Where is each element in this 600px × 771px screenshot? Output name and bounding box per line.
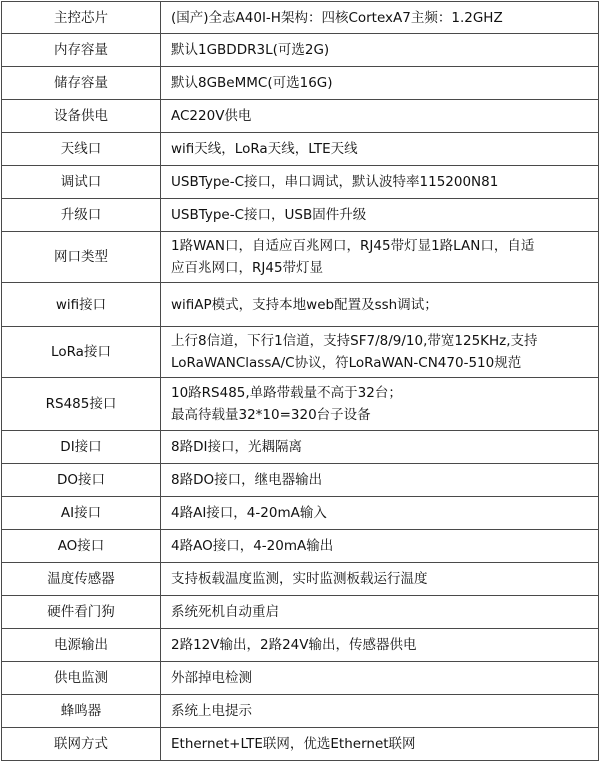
spec-value — [161, 378, 599, 431]
spec-label: 供电监测 — [2, 662, 161, 695]
spec-value-line: 8路DI接口，光耦隔离 — [171, 439, 302, 455]
spec-label: 调试口 — [2, 166, 161, 199]
spec-value-line: 8路DO接口，继电器输出 — [171, 472, 323, 488]
spec-label: AO接口 — [2, 530, 161, 563]
spec-label: LoRa接口 — [2, 327, 161, 378]
spec-label: wifi接口 — [2, 283, 161, 327]
spec-value — [161, 662, 599, 695]
spec-value-line: 2路12V输出，2路24V输出，传感器供电 — [171, 637, 417, 653]
spec-value-line: 最高待载量32*10=320台子设备 — [171, 407, 371, 423]
spec-value-line: 系统上电提示 — [171, 703, 252, 719]
spec-row — [2, 629, 599, 662]
spec-value-line: (国产)全志A40I-H架构：四核CortexA7主频：1.2GHZ — [171, 9, 503, 26]
spec-value-line: 外部掉电检测 — [171, 670, 252, 686]
spec-value-line: LoRaWANClassA/C协议，符LoRaWAN-CN470-510规范 — [171, 355, 522, 371]
spec-row — [2, 67, 599, 100]
spec-value — [161, 166, 599, 199]
spec-row — [2, 100, 599, 133]
spec-label: 网口类型 — [2, 232, 161, 283]
spec-row — [2, 232, 599, 283]
spec-value — [161, 67, 599, 100]
spec-row — [2, 133, 599, 166]
spec-label: 电源输出 — [2, 629, 161, 662]
spec-value-line: AC220V供电 — [171, 108, 252, 124]
spec-value-line: 支持板载温度监测，实时监测板载运行温度 — [171, 571, 428, 587]
spec-label: 内存容量 — [2, 34, 161, 67]
spec-table — [1, 1, 599, 761]
spec-row — [2, 563, 599, 596]
spec-value — [161, 232, 599, 283]
spec-value-line: 4路AI接口，4-20mA输入 — [171, 505, 327, 521]
spec-value — [161, 464, 599, 497]
spec-value-line: wifi天线，LoRa天线，LTE天线 — [171, 141, 358, 157]
spec-row — [2, 596, 599, 629]
spec-label: 联网方式 — [2, 728, 161, 761]
spec-label: 升级口 — [2, 199, 161, 232]
spec-row — [2, 378, 599, 431]
spec-value-line: 系统死机自动重启 — [171, 604, 279, 620]
spec-value — [161, 100, 599, 133]
spec-row — [2, 283, 599, 327]
spec-value — [161, 728, 599, 761]
spec-value — [161, 133, 599, 166]
spec-value — [161, 596, 599, 629]
spec-value — [161, 2, 599, 34]
spec-label: 蜂鸣器 — [2, 695, 161, 728]
spec-value-line: 应百兆网口，RJ45带灯显 — [171, 260, 324, 276]
spec-row — [2, 34, 599, 67]
spec-row — [2, 662, 599, 695]
spec-value — [161, 199, 599, 232]
spec-value-line: 10路RS485,单路带载量不高于32台； — [171, 385, 402, 401]
spec-row — [2, 327, 599, 378]
spec-label: 天线口 — [2, 133, 161, 166]
spec-value — [161, 283, 599, 327]
spec-label: 硬件看门狗 — [2, 596, 161, 629]
spec-value — [161, 695, 599, 728]
spec-row — [2, 728, 599, 761]
spec-value — [161, 327, 599, 378]
spec-row — [2, 695, 599, 728]
spec-value — [161, 497, 599, 530]
spec-label: 设备供电 — [2, 100, 161, 133]
spec-label: 储存容量 — [2, 67, 161, 100]
spec-row — [2, 199, 599, 232]
spec-value — [161, 563, 599, 596]
spec-value-line: 1路WAN口，自适应百兆网口，RJ45带灯显1路LAN口，自适 — [171, 238, 535, 254]
spec-table-body — [2, 2, 599, 761]
spec-value-line: 默认8GBeMMC(可选16G) — [171, 75, 333, 91]
spec-value-line: 默认1GBDDR3L(可选2G) — [171, 42, 330, 58]
spec-value-line: USBType-C接口，USB固件升级 — [171, 207, 367, 223]
spec-value-line: USBType-C接口，串口调试，默认波特率115200N81 — [171, 174, 499, 190]
spec-row — [2, 497, 599, 530]
spec-label: RS485接口 — [2, 378, 161, 431]
spec-value — [161, 530, 599, 563]
spec-label: DI接口 — [2, 431, 161, 464]
spec-row — [2, 530, 599, 563]
spec-label: 温度传感器 — [2, 563, 161, 596]
spec-value-line: Ethernet+LTE联网，优选Ethernet联网 — [171, 736, 416, 752]
spec-row — [2, 2, 599, 34]
spec-value-line: 上行8信道，下行1信道，支持SF7/8/9/10,带宽125KHz,支持 — [171, 333, 538, 349]
spec-row — [2, 464, 599, 497]
spec-row — [2, 431, 599, 464]
spec-label: 主控芯片 — [2, 2, 161, 34]
spec-value-line: wifiAP模式，支持本地web配置及ssh调试； — [171, 296, 438, 313]
spec-value — [161, 431, 599, 464]
spec-value-line: 4路AO接口，4-20mA输出 — [171, 538, 334, 554]
spec-label: AI接口 — [2, 497, 161, 530]
spec-value — [161, 629, 599, 662]
spec-value — [161, 34, 599, 67]
spec-row — [2, 166, 599, 199]
spec-label: DO接口 — [2, 464, 161, 497]
